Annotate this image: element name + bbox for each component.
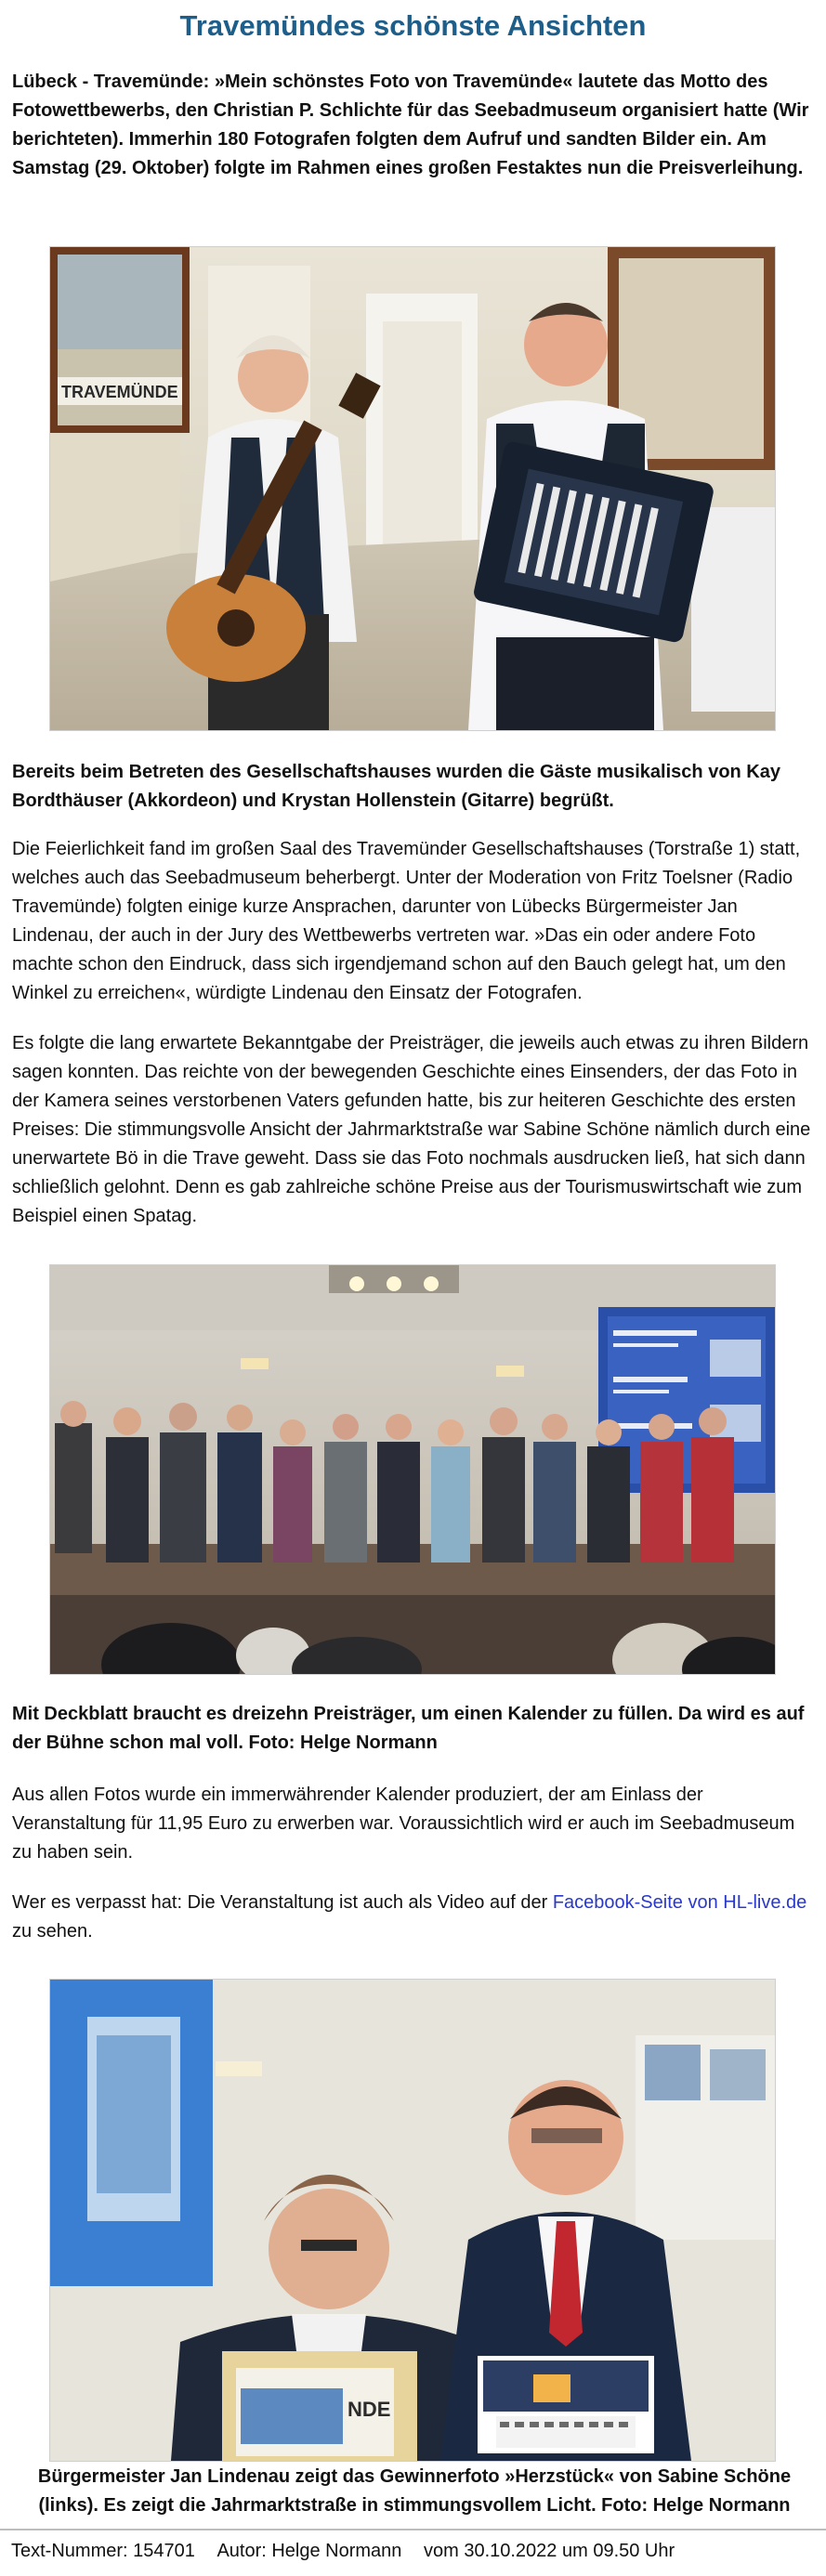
photo-mayor <box>49 1979 776 2462</box>
photo-stage <box>49 1264 776 1675</box>
paragraph-video <box>12 1889 817 1946</box>
paragraph-winners: Es folgte die lang erwartete Bekanntgabe der Preisträger, die jeweils auch etwas zu ihren Bildern sagen konnten. Das reichte von der bewegenden Geschichte eines Einsenders, der das Foto in der Kamera seines verstorbenen Vaters gefunden hatte, bis zur heiteren Geschichte des ersten Preises: Die stimmungsvolle Ansicht der Jahrmarktstraße war Sabine Schöne nämlich durch eine unerwartete Bö in die Trave geweht. Dass sie das Foto nochmals ausdrucken ließ, hat sich dann schließlich gelohnt. Denn es gab zahlreiche schöne Preise aus der Tourismuswirtschaft wie zum Beispiel einen Spatag. <box>12 1033 811 1226</box>
photo-mayor-image <box>50 1980 775 2461</box>
caption-musicians: Bereits beim Betreten des Gesellschaftshauses wurden die Gäste musikalisch von Kay Bordthäuser (Akkordeon) und Krystan Hollenstein (Gitarre) begrüßt. <box>12 762 780 811</box>
photo-musicians-sign: TRAVEMÜNDE <box>61 383 178 401</box>
paragraph-calendar: Aus allen Fotos wurde ein immerwährender Kalender produziert, der am Einlass der Veranstaltung für 11,95 Euro zu erwerben war. Voraussichtlich wird er auch im Seebadmuseum zu haben sein. <box>12 1785 795 1863</box>
video-text-before: Wer es verpasst hat: Die Veranstaltung ist auch als Video auf der <box>12 1892 553 1913</box>
text-number: Text-Nummer: 154701 <box>11 2541 195 2561</box>
paragraph-ceremony: Die Feierlichkeit fand im großen Saal des Travemünder Gesellschaftshauses (Torstraße 1) statt, welches auch das Seebadmuseum beherbergt. Unter der Moderation von Fritz Toelsner (Radio Travemünde) folgten einige kurze Ansprachen, darunter von Lübecks Bürgermeister Jan Lindenau, der auch in der Jury des Wettbewerbs vertreten war. »Das ein oder andere Foto machte schon den Eindruck, dass sich irgendjemand schon auf den Bauch gelegt hat, um den Winkel zu erreichen«, würdigte Lindenau den Einsatz der Fotografen. <box>12 839 801 1003</box>
photo-musicians-image <box>50 247 775 730</box>
photo-musicians <box>49 246 776 731</box>
facebook-link[interactable]: Facebook-Seite von HL-live.de <box>552 1892 807 1913</box>
author: Autor: Helge Normann <box>216 2541 402 2561</box>
article-lead: Lübeck - Travemünde: »Mein schönstes Foto von Travemünde« lautete das Motto des Fotowettbewerbs, den Christian P. Schlichte für das Seebadmuseum organisiert hatte (Wir berichteten). Immerhin 180 Fotografen folgten dem Aufruf und sandten Bilder ein. Am Samstag (29. Oktober) folgte im Rahmen eines großen Festaktes nun die Preisverleihung. <box>12 72 809 178</box>
video-text-after: zu sehen. <box>12 1921 93 1942</box>
caption-mayor: Bürgermeister Jan Lindenau zeigt das Gewinnerfoto »Herzstück« von Sabine Schöne (links). Es zeigt die Jahrmarktstraße in stimmungsvollem Licht. Foto: Helge Normann <box>37 2466 792 2516</box>
photo-mayor-calendar-text: NDE <box>347 2398 391 2421</box>
article-footer <box>0 2529 826 2576</box>
article-title: Travemündes schönste Ansichten <box>179 9 647 42</box>
publish-date: vom 30.10.2022 um 09.50 Uhr <box>423 2541 675 2561</box>
caption-stage: Mit Deckblatt braucht es dreizehn Preisträger, um einen Kalender zu füllen. Da wird es auf der Bühne schon mal voll. Foto: Helge Normann <box>12 1704 805 1753</box>
photo-stage-image <box>50 1265 775 1674</box>
